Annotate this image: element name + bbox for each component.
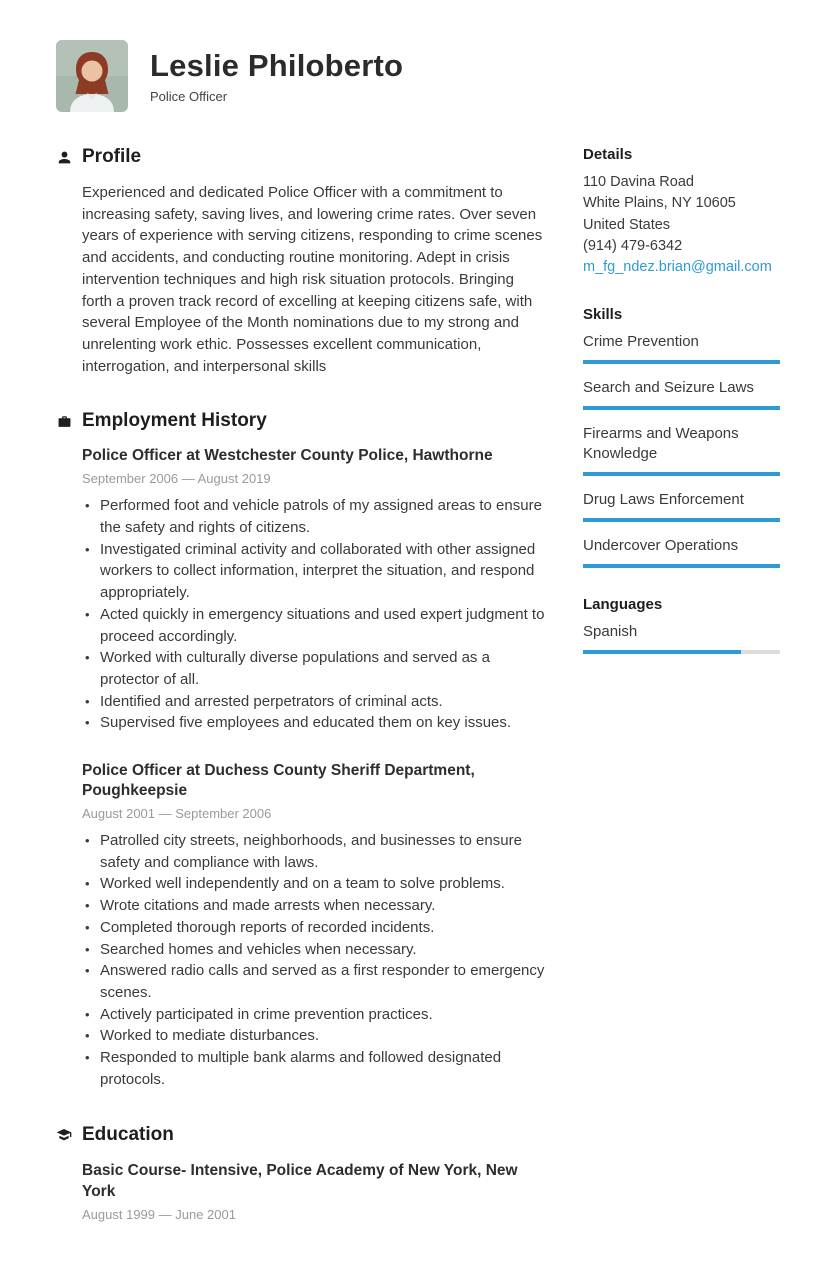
skill-bar-fill: [583, 564, 780, 568]
job-bullet-list: [82, 830, 548, 1090]
candidate-name: Leslie Philoberto: [150, 47, 404, 83]
skill-label: Undercover Operations: [583, 537, 739, 555]
candidate-title: Police Officer: [150, 89, 228, 105]
profile-photo-illustration: [56, 40, 128, 112]
skill-bar-fill: [583, 472, 780, 476]
briefcase-icon: [56, 413, 72, 429]
skill-bar: [583, 472, 780, 476]
graduation-cap-icon: [56, 1127, 72, 1143]
skill-bar: [583, 564, 780, 568]
skills-section: [583, 306, 780, 568]
education-degree: Basic Course- Intensive, Police Academy of New York, New York: [82, 1161, 518, 1200]
skill-label: Firearms and Weapons Knowledge: [583, 425, 739, 463]
job-dates: September 2006 — August 2019: [82, 471, 271, 487]
bullet-item: • Patrolled city streets, neighborhoods, and businesses to ensure safety and compliance with laws.: [82, 830, 548, 873]
skill-bar: [583, 406, 780, 410]
education-section: [56, 1124, 548, 1222]
bullet-item: • Acted quickly in emergency situations and used expert judgment to proceed accordingly.: [82, 604, 548, 647]
bullet-item: • Performed foot and vehicle patrols of my assigned areas to ensure the safety and rights of citizens.: [82, 495, 548, 538]
job-entry: [82, 761, 548, 1090]
profile-text: Experienced and dedicated Police Officer with a commitment to increasing safety, saving lives, and lowering crime rates. Over seven years of experience with serving citizens, responding to crime scenes and accidents, and conducting routine monitoring. Adept in crisis intervention techniques and high risk situation protocols. Bringing forth a proven track record of excelling at keeping citizens safe, with several Employee of the Month nominations due to my strong and unrelenting work ethic. Possesses excellent communication, interrogation, and interpersonal skills: [82, 184, 543, 375]
bullet-item: • Actively participated in crime prevention practices.: [82, 1004, 548, 1026]
email-link[interactable]: m_fg_ndez.brian@gmail.com: [583, 259, 772, 276]
details-section: [583, 146, 780, 278]
address-line-1: 110 Davina Road: [583, 174, 694, 190]
job-entry: [82, 446, 548, 734]
bullet-item: • Completed thorough reports of recorded incidents.: [82, 917, 548, 939]
skill-item: [583, 332, 780, 364]
employment-heading-label: Employment History: [82, 410, 267, 432]
skill-bar-fill: [583, 360, 780, 364]
job-title: Police Officer at Duchess County Sheriff Department, Poughkeepsie: [82, 762, 475, 800]
profile-photo: [56, 40, 128, 112]
sidebar: [583, 146, 780, 1231]
bullet-item: • Wrote citations and made arrests when necessary.: [82, 895, 548, 917]
languages-heading: Languages: [583, 596, 663, 614]
bullet-item: • Responded to multiple bank alarms and followed designated protocols.: [82, 1047, 548, 1090]
job-title: Police Officer at Westchester County Police, Hawthorne: [82, 447, 493, 465]
main-column: [56, 146, 548, 1231]
skill-item: [583, 424, 780, 476]
skill-item: [583, 536, 780, 568]
skill-label: Search and Seizure Laws: [583, 379, 754, 397]
header-text: [150, 48, 403, 105]
address-line-2: White Plains, NY 10605: [583, 195, 736, 212]
bullet-item: • Supervised five employees and educated them on key issues.: [82, 712, 548, 734]
skill-bar-fill: [583, 518, 780, 522]
languages-section: [583, 596, 780, 654]
skill-item: [583, 490, 780, 522]
bullet-item: • Worked with culturally diverse populations and served as a protector of all.: [82, 647, 548, 690]
skill-bar-fill: [583, 406, 780, 410]
language-bar-fill: [583, 650, 741, 654]
skills-heading: Skills: [583, 306, 623, 324]
country: United States: [583, 216, 671, 233]
employment-section: [56, 410, 548, 1090]
bullet-item: • Worked to mediate disturbances.: [82, 1025, 548, 1047]
content-columns: [0, 112, 840, 1271]
education-dates: August 1999 — June 2001: [82, 1206, 236, 1222]
education-heading-label: Education: [82, 1123, 174, 1145]
bullet-item: • Investigated criminal activity and collaborated with other assigned workers to collect information, interpret the situation, and respond appropriately.: [82, 539, 548, 604]
resume-header: [0, 0, 840, 112]
skill-bar: [583, 518, 780, 522]
bullet-item: • Searched homes and vehicles when necessary.: [82, 939, 548, 961]
profile-heading-label: Profile: [82, 146, 142, 167]
job-dates: August 2001 — September 2006: [82, 806, 272, 822]
skill-item: [583, 378, 780, 410]
phone-number: (914) 479-6342: [583, 237, 683, 254]
language-item: [583, 622, 780, 654]
language-bar: [583, 650, 780, 654]
details-heading: Details: [583, 146, 633, 163]
bullet-item: • Identified and arrested perpetrators of criminal acts.: [82, 691, 548, 713]
employment-heading: [56, 410, 548, 432]
profile-heading: [56, 146, 548, 168]
skill-bar: [583, 360, 780, 364]
job-bullet-list: [82, 495, 548, 734]
skill-label: Drug Laws Enforcement: [583, 491, 744, 509]
education-heading: [56, 1124, 548, 1146]
bullet-item: • Worked well independently and on a team to solve problems.: [82, 873, 548, 895]
language-label: Spanish: [583, 623, 638, 641]
person-icon: [56, 149, 72, 165]
skill-label: Crime Prevention: [583, 333, 699, 351]
profile-section: [56, 146, 548, 377]
bullet-item: • Answered radio calls and served as a first responder to emergency scenes.: [82, 960, 548, 1003]
